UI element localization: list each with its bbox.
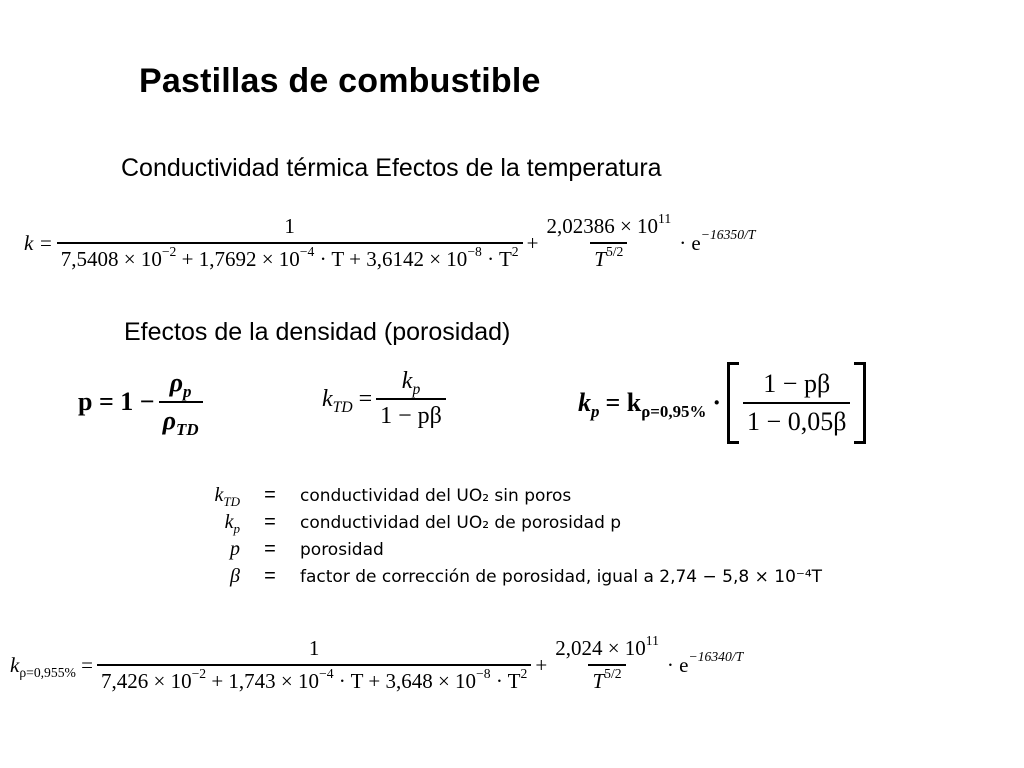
definition-equals: = — [264, 565, 276, 587]
eq2a-lhs: p = 1 − — [78, 387, 155, 416]
definition-symbol: β — [230, 565, 240, 587]
definitions-list — [184, 482, 822, 590]
eq2c-fraction — [743, 369, 850, 437]
subtitle-temperature-effects: Conductividad térmica Efectos de la temperatura — [121, 154, 662, 182]
definition-symbol: $k_p$ — [224, 511, 240, 536]
eq2b-fraction — [376, 368, 446, 430]
eq2c-lhs: $k_p$ — [578, 388, 600, 422]
definition-row — [184, 563, 822, 590]
eq1-numerator: 1 — [284, 214, 295, 238]
eq4-main-fraction — [97, 636, 531, 694]
definition-symbol: p — [230, 538, 240, 560]
equation-conductivity-955 — [10, 632, 744, 694]
eq2b-denominator: 1 − pβ — [376, 398, 446, 430]
definition-row — [184, 509, 822, 536]
eq2b-numerator: $k_p$ — [401, 368, 421, 398]
eq1-frac2-denominator: $T^{5/2}$ — [590, 242, 627, 272]
equation-conductivity-temperature — [24, 210, 756, 272]
eq4-lhs: $k_{\rho=0,955\%}$ = — [10, 652, 93, 680]
definition-equals: = — [264, 538, 276, 560]
eq4-plus: + — [535, 652, 548, 677]
eq2b-lhs: $k_{TD}$ — [322, 385, 353, 416]
equation-kp-from-ktd — [322, 368, 450, 430]
equation-kp-correction — [578, 362, 866, 444]
eq2c-dot: · — [712, 388, 722, 417]
eq1-plus: + — [526, 230, 539, 255]
definition-equals: = — [264, 511, 276, 533]
equation-porosity — [78, 368, 207, 440]
eq4-frac2-numerator: $2,024 \times 10^{11}$ — [555, 632, 659, 660]
subtitle-density-effects: Efectos de la densidad (porosidad) — [124, 318, 511, 346]
eq2c-denominator: 1 − 0,05β — [743, 402, 850, 437]
definition-text: conductividad del UO₂ de porosidad p — [300, 512, 622, 533]
eq4-exponential: · $e^{-16340/T}$ — [666, 649, 744, 677]
slide-title: Pastillas de combustible — [139, 62, 541, 100]
eq1-lhs: k = — [24, 230, 53, 255]
eq2a-denominator: $\rho_{TD}$ — [159, 401, 203, 436]
eq4-denominator: $7,426 \times 10^{-2} + 1,743 \times 10^{-4} \cdot T + 3,648 \times 10^{-8} \cdot T^2$ — [97, 664, 531, 694]
eq1-frac2-numerator: $2,02386 \times 10^{11}$ — [546, 210, 672, 238]
definition-row — [184, 536, 822, 563]
eq2b-equals: = — [358, 385, 373, 412]
eq2c-bracket — [727, 362, 866, 444]
eq2a-fraction — [159, 368, 203, 440]
definition-equals: = — [264, 484, 276, 506]
eq1-second-fraction — [542, 210, 675, 272]
eq4-second-fraction — [551, 632, 663, 694]
definition-text: porosidad — [300, 539, 384, 560]
eq2a-numerator: $\rho_p$ — [169, 368, 192, 402]
definition-text: factor de corrección de porosidad, igual a 2,74 − 5,8 × 10⁻⁴T — [300, 566, 823, 587]
definition-symbol: $k_{TD}$ — [214, 484, 240, 509]
eq1-denominator: $7,5408 \times 10^{-2} + 1,7692 \times 10^{-4} \cdot T + 3,6142 \times 10^{-8} \cdot T^2$ — [57, 242, 523, 272]
eq2c-numerator: 1 − pβ — [763, 369, 831, 398]
eq1-main-fraction — [57, 214, 523, 272]
eq4-frac2-denominator: $T^{5/2}$ — [588, 664, 625, 694]
definition-row — [184, 482, 822, 509]
definition-text: conductividad del UO₂ sin poros — [300, 485, 572, 506]
eq4-numerator: 1 — [308, 636, 320, 660]
eq1-exponential: · $e^{-16350/T}$ — [679, 227, 756, 255]
eq2c-rhs-k: = $k_{\rho=0,95\%}$ — [605, 388, 707, 422]
